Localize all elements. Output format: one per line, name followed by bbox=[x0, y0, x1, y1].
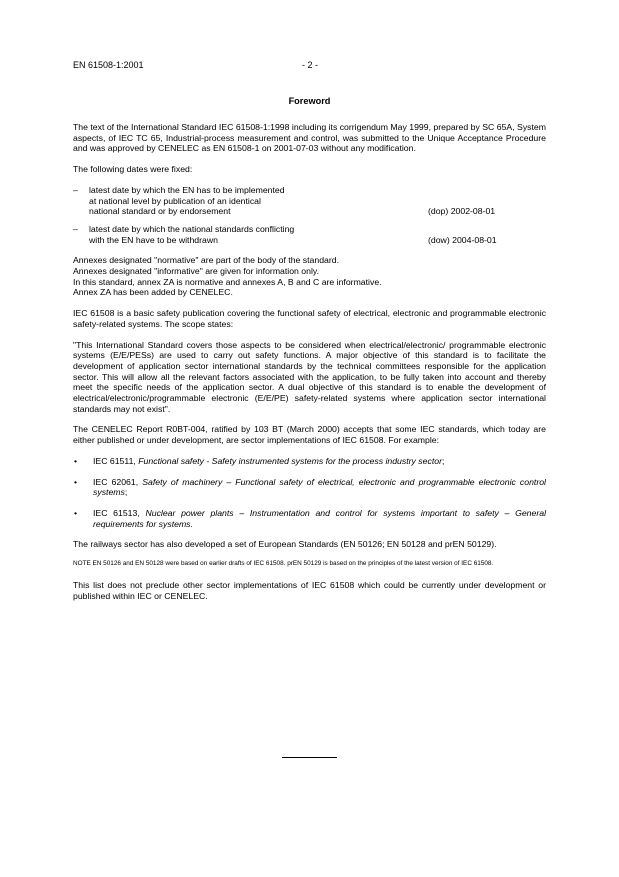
date-line: national standard or by endorsement bbox=[89, 206, 231, 217]
annex-line: Annexes designated "normative" are part of the body of the standard. bbox=[73, 255, 339, 266]
annex-line: Annex ZA has been added by CENELEC. bbox=[73, 287, 233, 298]
annex-line: In this standard, annex ZA is normative and annexes A, B and C are informative. bbox=[73, 276, 382, 287]
standard-number: IEC 61513, bbox=[93, 507, 146, 518]
bullet-marker: • bbox=[74, 507, 78, 518]
scope-quote: "This International Standard covers those aspects to be considered when electrical/electronic/ programmable electronic systems (E/E/PESs) are used to carry out safety functions. A major objective of this standard is to facilitate the development of application sector international standards by the technical committees responsible for the application sector. This will allow all the relevant factors associated with the application, to be fully taken into account and thereby meet the specific needs of the application sector. A dual objective of this standard is to enable the development of electrical/electronic/programmable electronic (E/E/PE) safety-related systems where application sector international standards may not exist". bbox=[73, 339, 546, 414]
standard-end: ; bbox=[441, 455, 445, 466]
bullet-marker: • bbox=[74, 455, 78, 466]
standard-number: IEC 61511, bbox=[93, 455, 139, 466]
intro-paragraph: The text of the International Standard IEC 61508-1:1998 including its corrigendum May 1999, prepared by SC 65A, System aspects, of IEC TC 65, Industrial-process measurement and control, was submitted to the Unique Acceptance Procedure and was approved by CENELEC as EN 61508-1 on 2001-07-03 without any modification. bbox=[73, 122, 546, 154]
annex-line: Annexes designated "informative" are given for information only. bbox=[73, 266, 320, 277]
standard-title: Safety of machinery – Functional safety of electrical, electronic and programmable electronic control systems bbox=[93, 476, 546, 498]
end-divider bbox=[282, 757, 337, 758]
dates-list bbox=[73, 185, 546, 246]
closing-paragraph: This list does not preclude other sector implementations of IEC 61508 which could be currently under development or published within IEC or CENELEC. bbox=[73, 580, 546, 602]
sector-standards-list bbox=[73, 456, 546, 530]
standard-title: Nuclear power plants – Instrumentation and control for systems important to safety – General requirements for systems. bbox=[93, 507, 547, 529]
date-item-dow bbox=[73, 224, 546, 245]
standard-end: ; bbox=[124, 487, 128, 498]
list-item bbox=[73, 456, 546, 467]
railways-paragraph: The railways sector has also developed a set of European Standards (EN 50126; EN 50128 and prEN 50129). bbox=[73, 539, 497, 550]
basic-safety-paragraph: IEC 61508 is a basic safety publication covering the functional safety of electrical, electronic and programmable electronic safety-related systems. The scope states: bbox=[73, 308, 546, 329]
cenelec-report-paragraph: The CENELEC Report R0BT-004, ratified by 103 BT (March 2000) accepts that some IEC standards, which today are either published or under development, are sector implementations of IEC 61508. For example: bbox=[73, 424, 546, 446]
date-line: with the EN have to be withdrawn bbox=[89, 234, 218, 245]
date-description bbox=[89, 185, 347, 217]
document-id: EN 61508-1:2001 bbox=[73, 60, 144, 70]
annexes-paragraph bbox=[73, 255, 546, 298]
date-line: latest date by which the EN has to be implemented bbox=[89, 184, 285, 195]
date-line: at national level by publication of an identical bbox=[89, 195, 261, 206]
list-item bbox=[73, 477, 546, 498]
section-title: Foreword bbox=[288, 96, 331, 106]
date-value: (dop) 2002-08-01 bbox=[428, 206, 496, 217]
foreword-body bbox=[73, 122, 546, 612]
dash-marker: – bbox=[73, 223, 78, 234]
date-description bbox=[89, 224, 347, 245]
dash-marker: – bbox=[73, 184, 78, 195]
list-item bbox=[73, 508, 546, 529]
standard-title: Functional safety - Safety instrumented systems for the process industry sector bbox=[138, 455, 442, 466]
date-item-dop bbox=[73, 185, 546, 217]
standard-number: IEC 62061, bbox=[93, 476, 143, 487]
dates-intro: The following dates were fixed: bbox=[73, 164, 193, 175]
bullet-marker: • bbox=[74, 476, 78, 487]
page-number: - 2 - bbox=[301, 60, 318, 70]
note-paragraph: NOTE EN 50126 and EN 50128 were based on earlier drafts of IEC 61508. prEN 50129 is based on the principles of the latest version of IEC 61508. bbox=[73, 560, 494, 568]
date-line: latest date by which the national standards conflicting bbox=[89, 223, 295, 234]
date-value: (dow) 2004-08-01 bbox=[428, 234, 497, 245]
